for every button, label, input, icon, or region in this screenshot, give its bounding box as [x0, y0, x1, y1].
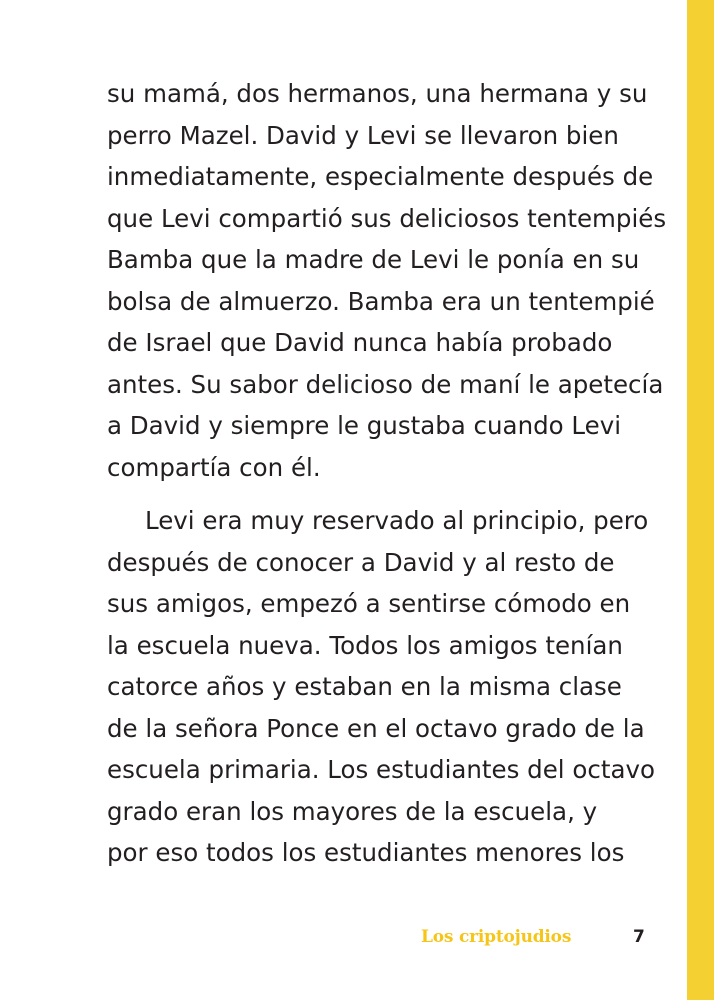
- text-line: por eso todos los estudiantes menores los: [107, 838, 625, 867]
- text-line: sus amigos, empezó a sentirse cómodo en: [107, 589, 631, 618]
- text-line: grado eran los mayores de la escuela, y: [107, 796, 598, 826]
- page-number: 7: [633, 927, 645, 947]
- text-line: de Israel que David nunca había probado: [107, 328, 613, 357]
- text-line: su mamá, dos hermanos, una hermana y su: [107, 79, 648, 108]
- text-line: inmediatamente, especialmente después de: [107, 162, 654, 191]
- paragraph-1: [107, 73, 667, 488]
- text-line: Bamba que la madre de Levi le ponía en su: [107, 245, 640, 274]
- text-line: de la señora Ponce en el octavo grado de la: [107, 713, 645, 743]
- text-line: a David y siempre le gustaba cuando Levi: [107, 411, 622, 440]
- running-footer-title: Los criptojudios: [421, 927, 572, 947]
- text-line: que Levi compartió sus deliciosos tentempiés: [107, 203, 667, 233]
- text-line: escuela primaria. Los estudiantes del octavo: [107, 755, 655, 784]
- paragraph-2: [107, 500, 655, 874]
- text-line: compartía con él.: [107, 452, 321, 482]
- text-line: catorce años y estaban en la misma clase: [107, 672, 622, 701]
- text-line: perro Mazel. David y Levi se llevaron bien: [107, 120, 619, 150]
- text-line: después de conocer a David y al resto de: [107, 547, 615, 577]
- paragraph-spacer: [107, 488, 652, 500]
- text-line: bolsa de almuerzo. Bamba era un tentempié: [107, 286, 655, 316]
- side-color-stripe: [687, 0, 714, 1000]
- text-line: Levi era muy reservado al principio, pero: [145, 506, 649, 535]
- body-text: [107, 73, 667, 874]
- text-line: la escuela nueva. Todos los amigos tenían: [107, 630, 623, 660]
- text-line: antes. Su sabor delicioso de maní le apetecía: [107, 369, 664, 399]
